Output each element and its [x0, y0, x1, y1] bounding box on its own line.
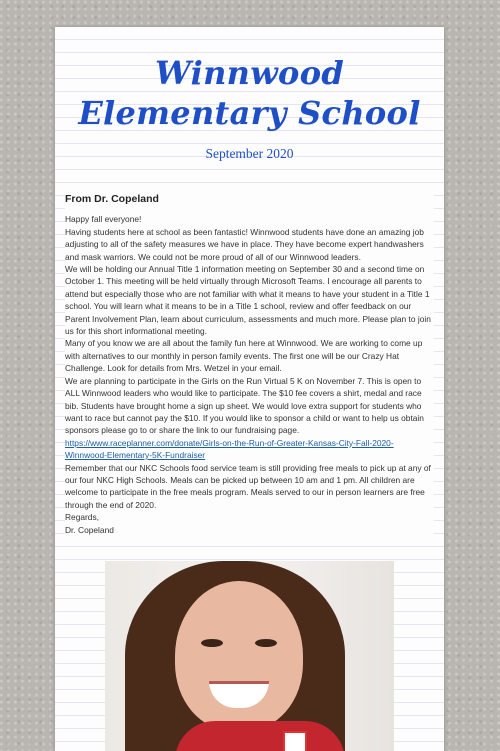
photo-smile — [209, 681, 269, 708]
article — [65, 187, 434, 536]
photo-face — [175, 581, 303, 731]
newsletter-sheet — [55, 27, 444, 751]
article-paragraph: Remember that our NKC Schools food service team is still providing free meals to pick up at any of our four NKC High Schools. Meals can be picked up between 10 am and 1 pm. All children are welcome to participate in the free meals program. Meals served to our in person learners are free through the end of 2020. — [65, 462, 431, 510]
article-paragraph: Happy fall everyone! — [65, 214, 142, 225]
article-paragraph: Having students here at school as been fantastic! Winnwood students have done an amazing job adjusting to all of the safety measures we have in place. They have become expert handwashers and mask warriors. We could not be more proud of all of our Winnwood leaders. — [65, 226, 424, 262]
photo-eye — [255, 639, 277, 647]
signature: Dr. Copeland — [65, 524, 114, 535]
title-line-2: Elementary School — [78, 94, 421, 132]
photo-badge — [283, 731, 307, 751]
article-heading: From Dr. Copeland — [65, 193, 159, 205]
article-paragraph: We are planning to participate in the Girls on the Run Virtual 5 K on November 7. This is open to ALL Winnwood leaders who would like to participate. The $10 fee covers a shirt, medal and race bib. Students have brought home a sign up sheet. We would love extra support for students who want to race but cannot pay the $10. If you would like to sponsor a child or want to help us obtain sponsors please go to or share the link to our fundraising page. — [65, 375, 424, 436]
closing: Regards, — [65, 512, 99, 523]
article-paragraph: We will be holding our Annual Title 1 information meeting on September 30 and a second time on October 1. This meeting will be held virtually through Microsoft Teams. I encourage all parents to attend but especially those who are not familiar with what it means to have your student in a Title 1 school. You will learn what it means to be in a Title 1 school, review and offer feedback on our Parent Involvement Plan, learn about curriculum, assessments and much more. Please plan to join us for this short informational meeting. — [65, 264, 431, 337]
principal-photo — [105, 561, 394, 751]
photo-eye — [201, 639, 223, 647]
newsletter-title — [55, 53, 444, 133]
photo-sweater — [175, 721, 345, 751]
title-line-1: Winnwood — [154, 54, 345, 92]
fundraiser-link[interactable]: https://www.raceplanner.com/donate/Girls-on-the-Run-of-Greater-Kansas-City-Fall-2020-Winnwood-Elementary-5K-Fundraiser — [65, 437, 394, 461]
article-paragraph: Many of you know we are all about the family fun here at Winnwood. We are working to come up with alternatives to our monthly in person family events. The first one will be our Crazy Hat Challenge. Look for details from Mrs. Wetzel in your email. — [65, 338, 423, 374]
newsletter-date: September 2020 — [205, 146, 294, 161]
